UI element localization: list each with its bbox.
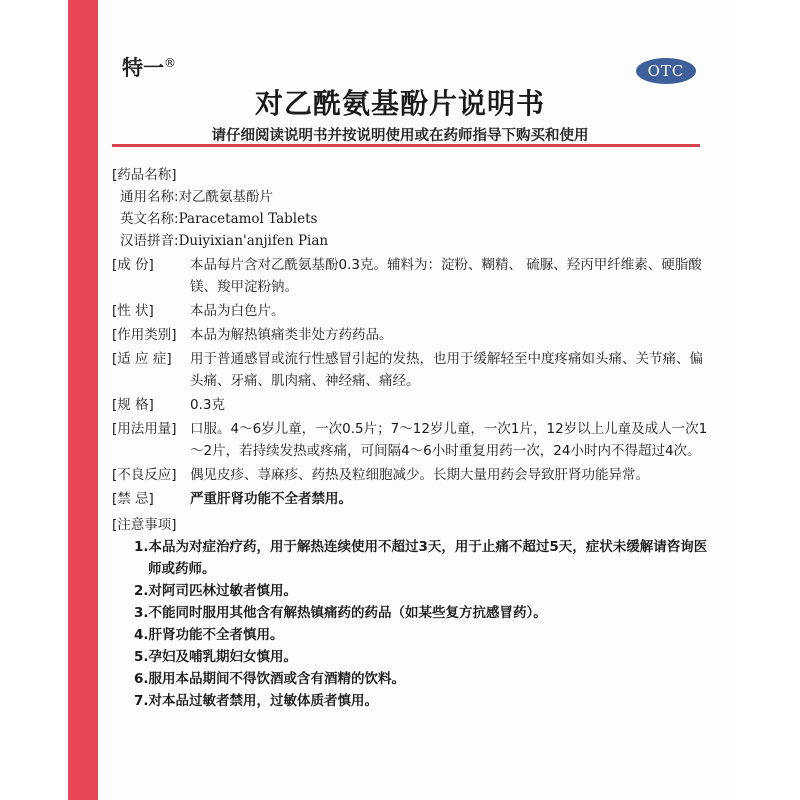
section-label: [禁 忌]	[112, 491, 154, 507]
precaution-item: 3.不能同时服用其他含有解热镇痛药的药品（如某些复方抗感冒药）。	[134, 605, 547, 621]
section-adverse-reactions	[112, 464, 712, 486]
section-label: [用法用量]	[112, 421, 177, 437]
precaution-item: 1.本品为对症治疗药，用于解热连续使用不超过3天，用于止痛不超过5天，症状未缓解请咨询医师或药师。	[134, 539, 708, 577]
section-ingredients	[112, 254, 712, 298]
section-category	[112, 324, 712, 346]
section-text: 用于普通感冒或流行性感冒引起的发热，也用于缓解轻至中度疼痛如头痛、关节痛、偏头痛、牙痛、肌肉痛、神经痛、痛经。	[190, 351, 703, 389]
section-text: 本品为白色片。	[190, 303, 285, 319]
section-dosage	[112, 418, 712, 462]
drug-name-line	[120, 208, 712, 230]
red-divider	[112, 144, 700, 147]
brand-logo	[122, 52, 176, 82]
section-label: [不良反应]	[112, 467, 177, 483]
leaflet-body	[112, 160, 712, 712]
brand-name: 特一	[122, 56, 164, 80]
drug-name-header: [药品名称]	[112, 167, 177, 183]
drug-name-line	[120, 230, 712, 252]
precaution-item: 2.对阿司匹林过敏者慎用。	[134, 583, 298, 599]
section-text: 偶见皮疹、荨麻疹、药热及粒细胞减少。长期大量用药会导致肝肾功能异常。	[190, 467, 649, 483]
section-text: 本品为解热镇痛类非处方药药品。	[190, 327, 393, 343]
section-label: [规 格]	[112, 397, 154, 413]
registered-mark: ®	[164, 56, 176, 70]
document-title: 对乙酰氨基酚片说明书	[254, 87, 545, 120]
precautions-header: [注意事项]	[112, 517, 177, 533]
section-label: [作用类别]	[112, 327, 177, 343]
section-contraindications	[112, 488, 712, 510]
drug-name-label: 通用名称:	[120, 189, 179, 205]
section-text: 口服。4～6岁儿童，一次0.5片；7～12岁儿童，一次1片，12岁以上儿童及成人一次1～2片，若持续发热或疼痛，可间隔4～6小时重复用药一次，24小时内不得超过4次。	[190, 421, 708, 459]
drug-name-label: 英文名称:	[120, 211, 179, 227]
otc-badge: OTC	[636, 58, 696, 84]
section-text: 本品每片含对乙酰氨基酚0.3克。辅料为：淀粉、糊精、 硫脲、羟丙甲纤维素、硬脂酸镁、羧甲淀粉钠。	[190, 257, 702, 295]
drug-name-value: Duiyixian'anjifen Pian	[178, 233, 329, 249]
section-specification	[112, 394, 712, 416]
section-appearance	[112, 300, 712, 322]
precaution-item: 6.服用本品期间不得饮酒或含有酒精的饮料。	[134, 671, 406, 687]
section-label: [性 状]	[112, 303, 154, 319]
drug-name-label: 汉语拼音:	[120, 233, 179, 249]
drug-name-value: Paracetamol Tablets	[178, 211, 318, 227]
section-text: 严重肝肾功能不全者禁用。	[190, 491, 352, 507]
precaution-item: 4.肝肾功能不全者慎用。	[134, 627, 284, 643]
section-text: 0.3克	[190, 397, 225, 413]
precaution-item: 7.对本品过敏者禁用，过敏体质者慎用。	[134, 693, 379, 709]
document-subtitle: 请仔细阅读说明书并按说明使用或在药师指导下购买和使用	[211, 128, 589, 144]
section-indications	[112, 348, 712, 392]
drug-name-line	[120, 186, 712, 208]
drug-name-value: 对乙酰氨基酚片	[178, 189, 274, 205]
section-label: [成 份]	[112, 257, 154, 273]
precaution-item: 5.孕妇及哺乳期妇女慎用。	[134, 649, 298, 665]
section-label: [适 应 症]	[112, 351, 172, 367]
